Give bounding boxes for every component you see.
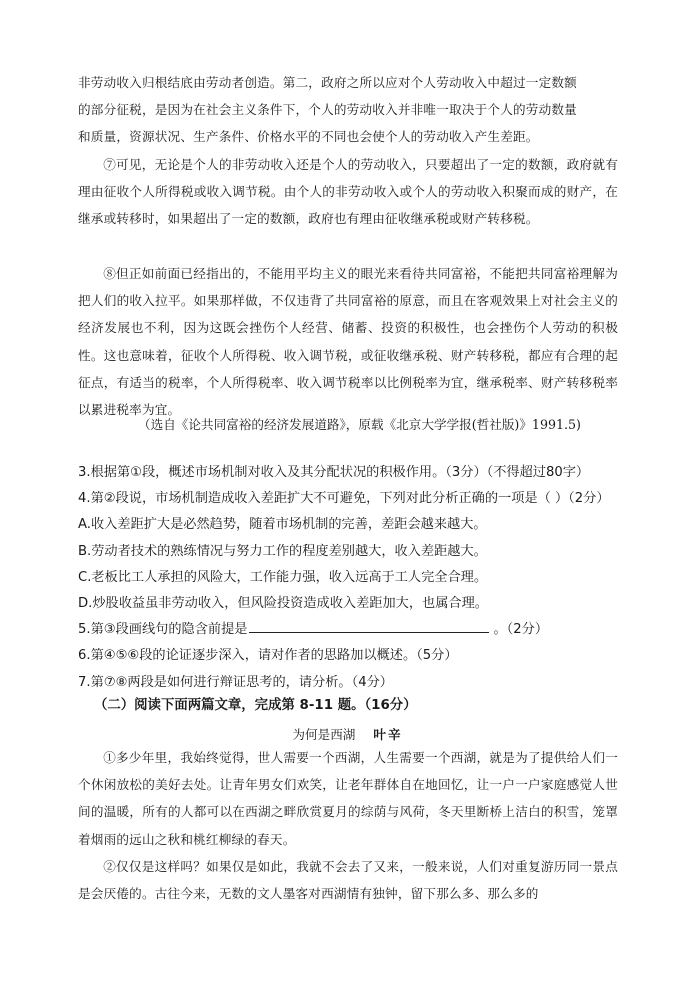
article-para-1 bbox=[78, 744, 618, 853]
para-6-line-3: 和质量，资源状况、生产条件、价格水平的不同也会使个人的劳动收入产生差距。 bbox=[78, 129, 539, 145]
question-4-option-a: A.收入差距扩大是必然趋势，随着市场机制的完善，差距会越来越大。 bbox=[78, 517, 487, 533]
para-6-line-2: 的部分征税，是因为在社会主义条件下，个人的劳动收入并非唯一取决于个人的劳动数量 bbox=[78, 102, 577, 118]
answer-blank[interactable] bbox=[249, 618, 489, 633]
section-heading: （二）阅读下面两篇文章，完成第 8-11 题。（16分） bbox=[94, 698, 417, 713]
article-title-line bbox=[0, 724, 695, 743]
question-5-prompt: 5.第③段画线句的隐含前提是 bbox=[78, 622, 248, 638]
para-6-line-1: 非劳动收入归根结底由劳动者创造。第二，政府之所以应对个人劳动收入中超过一定数额 bbox=[78, 75, 577, 90]
question-5 bbox=[78, 617, 618, 643]
source-citation: （选自《论共同富裕的经济发展道路》，原载《北京大学学报(哲社版)》1991.5) bbox=[138, 417, 581, 432]
question-3: 3.根据第①段，概述市场机制对收入及其分配状况的积极作用。（3分）（不得超过80字） bbox=[78, 465, 590, 480]
passage-para-8 bbox=[78, 260, 618, 423]
question-5-score: 。（2分） bbox=[493, 622, 549, 638]
article-title: 为何是西湖 bbox=[292, 727, 356, 742]
question-4: 4.第②段说，市场机制造成收入差距扩大不可避免，下列对此分析正确的一项是（ ）（2分） bbox=[78, 491, 610, 507]
question-4-option-d: D.炒股收益虽非劳动收入，但风险投资造成收入差距加大，也属合理。 bbox=[78, 596, 488, 612]
question-4-option-b: B.劳动者技术的熟练情况与努力工作的程度差别越大，收入差距越大。 bbox=[78, 543, 487, 559]
questions-block bbox=[78, 460, 618, 696]
article-para-2 bbox=[78, 853, 618, 907]
passage-para-6 bbox=[78, 69, 618, 151]
para-8-text: ⑧但正如前面已经指出的，不能用平均主义的眼光来看待共同富裕，不能把共同富裕理解为把人们的收入拉平。如果那样做，不仅违背了共同富裕的原意，而且在客观效果上对社会主义的经济发展也不利，因为这既会挫伤个人经营、储蓄、投资的积极性，也会挫伤个人劳动的积极性。这也意味着，征收个人所得税、收入调节税，或征收继承税、财产转移税，都应有合理的起征点，有适当的税率，个人所得税率、收入调节税率以比例税率为宜，继承税率、财产转移税率以累进税率为宜。 bbox=[78, 266, 618, 418]
question-6: 6.第④⑤⑥段的论证逐步深入，请对作者的思路加以概述。（5分） bbox=[78, 648, 458, 664]
article-author: 叶辛 bbox=[373, 727, 403, 742]
article-para-1-text: ①多少年里，我始终觉得，世人需要一个西湖，人生需要一个西湖，就是为了提供给人们一个休闲放松的美好去处。让青年男女们欢笑，让老年群体自在地回忆，让一户一户家庭感觉人世间的温暖，所有的人都可以在西湖之畔欣赏夏月的综荫与风荷，冬天里断桥上洁白的积雪，笼罩着烟雨的远山之秋和桃红柳绿的春天。 bbox=[78, 750, 618, 847]
question-4-option-c: C.老板比工人承担的风险大，工作能力强，收入远高于工人完全合理。 bbox=[78, 569, 488, 585]
question-7: 7.第⑦⑧两段是如何进行辩证思考的，请分析。（4分） bbox=[78, 674, 393, 690]
passage-para-7 bbox=[78, 151, 618, 233]
para-7-text: ⑦可见，无论是个人的非劳动收入还是个人的劳动收入，只要超出了一定的数额，政府就有理由征收个人所得税或收入调节税。由个人的非劳动收入或个人的劳动收入积聚而成的财产，在继承或转移时，如果超出了一定的数额，政府也有理由征收继承税或财产转移税。 bbox=[78, 157, 618, 227]
article-para-2-text: ②仅仅是这样吗？如果仅是如此，我就不会去了又来，一般来说，人们对重复游历同一景点是会厌倦的。古往今来，无数的文人墨客对西湖情有独钟，留下那么多、那么多的 bbox=[78, 859, 618, 902]
